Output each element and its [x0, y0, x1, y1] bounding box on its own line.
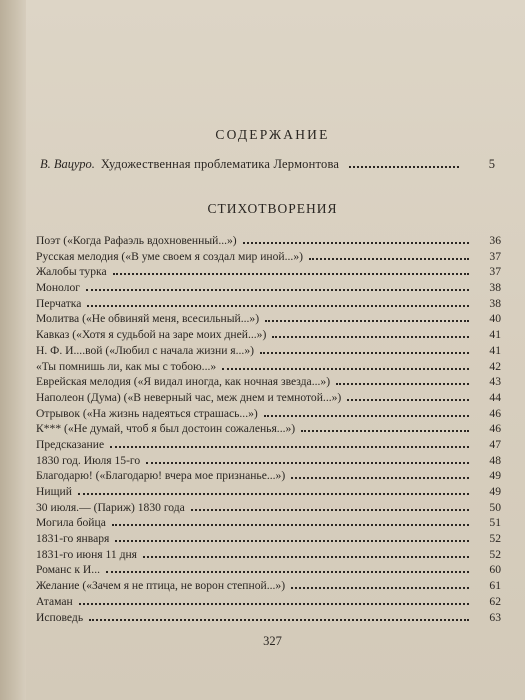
dot-leader: [143, 556, 469, 558]
toc-entry-title: Перчатка: [36, 296, 82, 310]
toc-entry-title: Благодарю! («Благодарю! вчера мое признанье...»): [36, 469, 286, 483]
dot-leader: [78, 493, 469, 495]
dot-leader: [264, 415, 469, 417]
toc-entry: [36, 374, 501, 390]
toc-entry-page: 46: [489, 422, 501, 436]
toc-entry-title: Поэт («Когда Рафаэль вдохновенный...»): [36, 234, 237, 247]
toc-entry-title: Наполеон (Дума) («В неверный час, меж днем и темнотой...»): [36, 390, 342, 404]
toc-entry-title: Предсказание: [36, 437, 105, 451]
toc-entry: [36, 547, 501, 563]
toc-entry: [36, 421, 501, 437]
toc-entry-title: Еврейская мелодия («Я видал иногда, как ночная звезда...»): [36, 375, 331, 389]
toc-entry-page: 52: [489, 532, 501, 546]
toc-entry: [36, 280, 501, 296]
toc-entry: [36, 406, 501, 422]
intro-article-entry: [40, 157, 495, 172]
toc-entry: [36, 296, 501, 312]
toc-entry: [36, 453, 501, 469]
toc-entry-page: 61: [489, 579, 501, 593]
toc-entry-page: 49: [489, 485, 501, 498]
toc-entry: [36, 233, 501, 249]
intro-author: В. Вацуро.: [40, 157, 95, 171]
toc-entry: [36, 311, 501, 327]
toc-entry: [36, 562, 501, 578]
toc-entry: [36, 327, 501, 343]
poems-section-heading: СТИХОТВОРЕНИЯ: [207, 201, 338, 216]
toc-entry-page: 44: [489, 390, 501, 404]
toc-entry-title: К*** («Не думай, чтоб я был достоин сожаленья...»): [36, 422, 296, 436]
toc-entry: [36, 359, 501, 375]
toc-entry-title: Русская мелодия («В уме своем я создал мир иной...»): [36, 249, 303, 263]
toc-entry-title: Нищий: [36, 485, 72, 498]
dot-leader: [115, 540, 469, 542]
toc-entry-title: 1830 год. Июля 15-го: [36, 453, 141, 467]
toc-entry-page: 42: [489, 359, 501, 373]
toc-entry: [36, 437, 501, 453]
dot-leader: [86, 289, 469, 291]
toc-entry-title: Могила бойца: [36, 516, 106, 530]
dot-leader: [347, 399, 469, 401]
dot-leader: [146, 462, 469, 464]
dot-leader: [112, 524, 469, 526]
toc-entry-title: Отрывок («На жизнь надеяться страшась...»): [36, 406, 258, 420]
toc-entry-page: 43: [489, 375, 501, 389]
dot-leader: [349, 166, 459, 168]
toc-entry-page: 41: [489, 343, 501, 357]
toc-entry-page: 46: [489, 406, 501, 420]
toc-entry-page: 49: [489, 469, 501, 483]
dot-leader: [309, 258, 469, 260]
dot-leader: [222, 368, 469, 370]
toc-entry-page: 48: [489, 453, 501, 467]
dot-leader: [113, 273, 469, 275]
dot-leader: [191, 509, 469, 511]
toc-entry: [36, 249, 501, 265]
page-number: 327: [263, 634, 282, 648]
toc-entry-title: «Ты помнишь ли, как мы с тобою...»: [36, 359, 217, 373]
toc-entry-page: 51: [489, 516, 501, 530]
dot-leader: [89, 619, 469, 621]
toc-entry-page: 36: [489, 234, 501, 247]
toc-entry: [36, 500, 501, 516]
dot-leader: [106, 571, 469, 573]
toc-entry-title: Молитва («Не обвиняй меня, всесильный...»): [36, 312, 260, 326]
toc-entry-page: 62: [489, 594, 501, 608]
toc-entry: [36, 531, 501, 547]
toc-entry: [36, 594, 501, 610]
toc-entry-page: 38: [489, 281, 501, 295]
dot-leader: [336, 383, 469, 385]
toc-entry-title: 1831-го июня 11 дня: [36, 547, 138, 561]
toc-entry: [36, 610, 501, 626]
toc-entry: [36, 468, 501, 484]
toc-entry: [36, 264, 501, 280]
toc-entry: [36, 578, 501, 594]
dot-leader: [301, 430, 469, 432]
dot-leader: [87, 305, 469, 307]
dot-leader: [291, 587, 469, 589]
book-spine-shadow: [0, 0, 26, 700]
intro-page-number: 5: [488, 157, 495, 171]
toc-entry-title: 1831-го января: [36, 532, 110, 546]
toc-entry-title: 30 июля.— (Париж) 1830 года: [36, 500, 185, 514]
toc-entry-page: 50: [489, 500, 501, 514]
dot-leader: [291, 477, 469, 479]
intro-title: Художественная проблематика Лермонтова: [100, 157, 340, 171]
toc-entry-page: 37: [489, 249, 501, 263]
dot-leader: [260, 352, 469, 354]
toc-entry-title: Н. Ф. И....вой («Любил с начала жизни я...»): [36, 343, 254, 357]
toc-entry: [36, 390, 501, 406]
dot-leader: [265, 320, 469, 322]
toc-entry: [36, 484, 501, 500]
toc-entry: [36, 343, 501, 359]
toc-entry-page: 52: [489, 547, 501, 561]
dot-leader: [79, 603, 469, 605]
toc-entry-title: Монолог: [36, 281, 81, 295]
toc-entry-page: 63: [489, 610, 501, 624]
toc-entry-page: 38: [489, 296, 501, 310]
toc-entry-title: Кавказ («Хотя я судьбой на заре моих дней...»): [36, 328, 267, 342]
toc-entry-title: Желание («Зачем я не птица, не ворон степной...»): [36, 579, 286, 593]
toc-entry-title: Романс к И...: [36, 563, 100, 577]
toc-entry-page: 40: [489, 312, 501, 326]
contents-heading: СОДЕРЖАНИЕ: [215, 127, 330, 142]
toc-entry-title: Атаман: [36, 594, 73, 608]
toc-entry: [36, 515, 501, 531]
toc-entry-page: 41: [489, 328, 501, 342]
toc-entry-title: Исповедь: [36, 610, 84, 624]
toc-entry-page: 47: [489, 437, 501, 451]
toc-entry-page: 37: [489, 265, 501, 279]
dot-leader: [272, 336, 469, 338]
toc-entry-page: 60: [489, 563, 501, 577]
toc-entry-title: Жалобы турка: [36, 265, 107, 279]
dot-leader: [243, 242, 469, 244]
dot-leader: [110, 446, 469, 448]
toc-list: [36, 233, 501, 625]
